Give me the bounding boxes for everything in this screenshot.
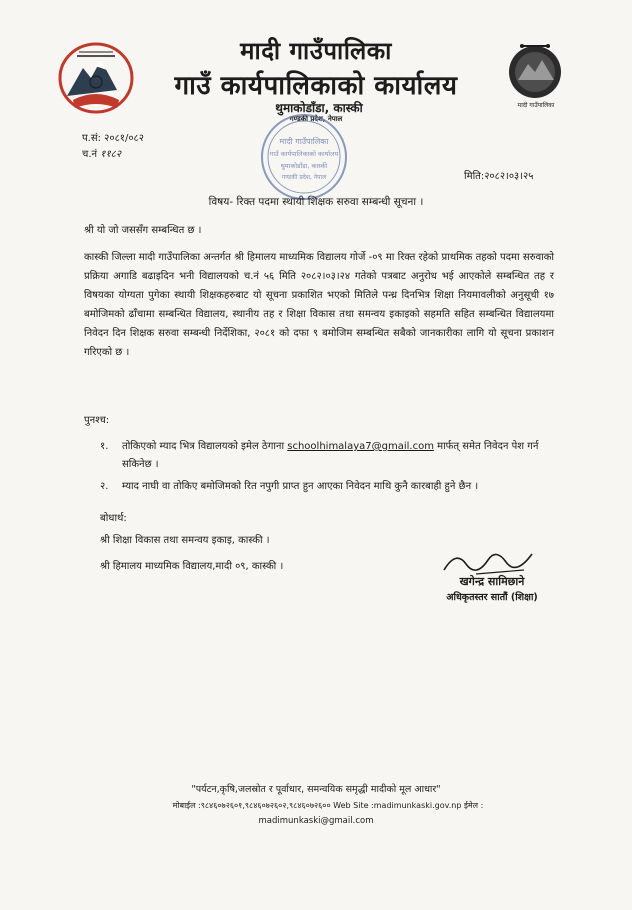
dispatch-number — [82, 146, 121, 160]
footer-email[interactable]: madimunkaski@gmail.com — [258, 816, 374, 826]
footer-contact: मोबाईल :९८४६०७२६०१,९८४६०७२६०२,९८४६०७२६०० Web Site :madimunkaski.gov.np ईमेल : — [172, 801, 484, 810]
item-text-before: तोकिएको म्याद भित्र विद्यालयको इमेल ठेगाना — [122, 441, 288, 452]
item-number: १. — [100, 441, 109, 452]
item-text: म्याद नाघी वा तोकिए बमोजिमको रित नपुगी प्राप्त हुन आएका निवेदन माथि कुनै कारबाही हुने छैन । — [122, 481, 479, 492]
letter-date: मिति:२०८२।०३।२५ — [464, 171, 534, 182]
signatory-name: खगेन्द्र सामिछाने — [459, 575, 525, 588]
item-text — [122, 438, 556, 474]
reference-number: प.सं: २०८१/०८२ — [82, 133, 144, 144]
punashcha-item-1 — [100, 438, 556, 474]
stamp-line-3: थुमाकोडाँडा, कास्की — [280, 162, 328, 170]
office-round-stamp — [258, 112, 350, 202]
copy-recipient-2: श्री हिमालय माध्यमिक विद्यालय,मादी ०९, कास्की । — [100, 561, 284, 572]
stamp-line-2: गाउँ कार्यपालिकाको कार्यालय — [269, 150, 339, 158]
letter-subject: विषय- रिक्त पदमा स्थायी शिक्षक सरुवा सम्बन्धी सूचना । — [208, 196, 424, 208]
item-text-after: मार्फत् समेत निवेदन पेश गर्न सकिनेछ । — [122, 441, 539, 470]
letter-greeting: श्री यो जो जससँग सम्बन्धित छ । — [84, 225, 202, 236]
stamp-line-4: गण्डकी प्रदेश, नेपाल — [281, 174, 327, 181]
right-logo-caption: मादी गाउँपालिका — [517, 102, 555, 109]
punashcha-item-2 — [100, 478, 556, 496]
office-province: गण्डकी प्रदेश, नेपाल — [289, 115, 343, 123]
stamp-line-1: मादी गाउँपालिका — [279, 137, 329, 146]
letter-body: कास्की जिल्ला मादी गाउँपालिका अन्तर्गत श्री हिमालय माध्यमिक विद्यालय गोर्जे -०९ मा रिक्त रहेको प्राथमिक तहको पदमा सरुवाको प्रक्रिया अगाडि बढाइदिन भनी विद्यालयको च.नं ५६ मिति २०८२।०३।२४ गतेको पत्रबाट अनुरोध भई आएकोले सम्बन्धित तह र विषयका योग्यता पुगेका स्थायी शिक्षकहरुबाट यो सूचना प्रकाशित भएको मितिले पन्ध्र दिनभित्र शिक्षा नियमावलीको अनुसूची १७ बमोजिमको ढाँचामा सम्बन्धित विद्यालय, स्थानीय तह र शिक्षा विकास तथा समन्वय इकाइको सहमति सहित सम्बन्धित विद्यालयमा निवेदन दिन शिक्षक सरुवा सम्बन्धी निर्देशिका, २०८१ को दफा ९ बमोजिम सम्बन्धित सबैको जानकारीका लागि यो सूचना प्रकाशन गरिएको छ । — [84, 252, 554, 358]
item-number: २. — [100, 481, 109, 492]
office-title-line2: गाउँ कार्यपालिकाको कार्यालय — [174, 71, 458, 101]
copy-recipient-1: श्री शिक्षा विकास तथा समन्वय इकाइ, कास्की । — [100, 535, 270, 546]
dispatch-number-value: ११८२ — [100, 149, 122, 160]
footer-slogan: "पर्यटन,कृषि,जलस्रोत र पूर्वाधार, समन्वयिक समृद्धी मादीको मूल आधार" — [191, 784, 441, 795]
office-title-line1: मादी गाउँपालिका — [240, 37, 392, 65]
office-place: थुमाकोडाँडा, कास्की — [275, 101, 363, 115]
bodhartha-label: बोधार्थ: — [100, 513, 127, 524]
school-email-link[interactable]: schoolhimalaya7@gmail.com — [287, 441, 434, 452]
signatory-title: अधिकृतस्तर सातौं (शिक्षा) — [446, 592, 538, 603]
dispatch-number-label: च.नं — [82, 149, 98, 160]
punashcha-label: पुनश्च: — [84, 415, 110, 426]
